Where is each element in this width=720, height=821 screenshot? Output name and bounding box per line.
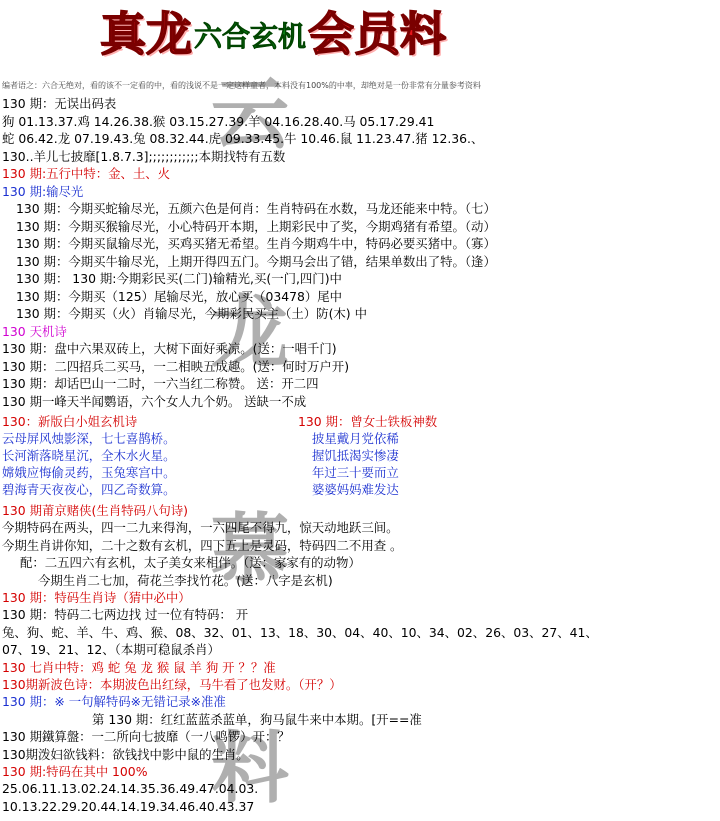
text-line: 蛇 06.42.龙 07.19.43.兔 08.32.44.虎 09.33.45.牛 10.46.鼠 11.23.47.猪 12.36.、 — [2, 131, 484, 146]
text-line: 今期生肖二七加，荷花兰李找竹花。(送：八字是玄机) — [38, 572, 333, 588]
text-line: 配：二五四六有玄机，太子美女来相伴。（送：家家有的动物） — [20, 555, 361, 571]
text-line: 130 期：※ 一句解特码※无错记录※准准 — [2, 694, 226, 710]
poem-left-title: 130：新版白小姐玄机诗 — [2, 414, 138, 429]
text-line: 今期特码在两头，四一二九来得洵，一六四尾不得九，惊天动地跃三间。 — [2, 520, 399, 536]
text-line: 130 天机诗 — [2, 323, 67, 339]
text-line: 130 期:输尽光 — [2, 183, 84, 199]
text-line: 130期新波色诗：本期波色出红绿，马牛看了也发财。（开？） — [2, 677, 342, 692]
text-line: 130 期莆京赌侠(生肖特码八句诗) — [2, 503, 188, 518]
disclaimer: 编者语之：六合无绝对，看的该不一定看的中，看的浅说不是一定这样童者，本料没有100%的中率，却绝对是一份非常有分量参考资料 — [2, 81, 481, 90]
text-line: 130 期：今期买牛输尽光，上期开得四五门。今期马会出了错，结果单数出了特。（逢） — [16, 253, 496, 269]
text-line: 130 期：无误出码表 — [2, 96, 117, 111]
title-part-1: 真龙 — [100, 7, 192, 61]
poem-right-line: 披星戴月党依稀 — [312, 431, 399, 446]
watermark-char: 云 — [210, 69, 289, 160]
text-line: 130 期：特码二七两边找 过一位有特码： 开 — [2, 607, 249, 623]
poem-right-line: 年过三十要而立 — [312, 465, 399, 480]
poem-left-line: 碧海青天夜夜心，四乙奇数算。 — [2, 482, 176, 497]
text-line: 130期泼妇欲钱料：欲钱找中影中鼠的生肖。 — [2, 746, 249, 762]
text-line: 25.06.11.13.02.24.14.35.36.49.47.04.03. — [2, 781, 259, 797]
poem-right-line: 婆婆妈妈难发达 — [312, 482, 399, 497]
text-line: 130 七肖中特：鸡 蛇 兔 龙 猴 鼠 羊 狗 开 ？？准 — [2, 659, 276, 675]
text-line: 130 期：今期买蛇输尽光，五颜六色是何肖：生肖特码在水数，马龙还能来中特。（七） — [16, 201, 496, 216]
text-line: 第 130 期：红红蓝蓝杀蓝单，狗马鼠牛来中本期。[开==准 — [92, 711, 422, 727]
poem-left-line: 长河渐落晓星沉，全木水火星。 — [2, 448, 176, 463]
text-line: 130 期：盘中六果双砖上，大树下面好乘凉。(送：一唱千门) — [2, 341, 337, 356]
text-line: 今期生肖讲你知，二十之数有玄机，四下五上是灵码，特码四二不用查 。 — [2, 537, 403, 553]
text-line: 130 期： 130 期:今期彩民买(二门)输精光,买(一门,四门)中 — [16, 271, 342, 286]
text-line: 130 期鐵算盤：一二所向七披靡（一八鸣锣）开：？ — [2, 729, 290, 745]
watermark-char: 料 — [210, 723, 289, 814]
text-line: 130 期:特码在其中 100% — [2, 764, 148, 779]
title-part-2: 六合玄机 — [194, 20, 307, 53]
text-line: 130 期：今期买（火）肖输尽光，今期彩民买主（土）防(木) 中 — [16, 306, 367, 321]
text-line: 10.13.22.29.20.44.14.19.34.46.40.43.37 — [2, 798, 255, 814]
text-line: 130 期:五行中特：金、土、火 — [2, 166, 171, 181]
title-part-3: 会员料 — [308, 7, 447, 61]
watermark-char: 慕 — [210, 505, 289, 596]
poem-right-line: 握饥抵渴实惨凄 — [312, 448, 399, 463]
text-line: 130 期：二四招兵二买马，一二相映五成趣。(送：何时万户开) — [2, 358, 350, 374]
watermark-char: 龙 — [210, 287, 289, 378]
text-line: 130 期：今期买猴输尽光，小心特码开本期，上期彩民中了奖，今期鸡猪有希望。（动） — [16, 218, 496, 234]
poem-left-line: 云母屏风烛影深，七七喜鹊桥。 — [2, 431, 176, 446]
text-line: 130 期：却话巴山一二时，一六当红二称赞。 送：开二四 — [2, 376, 319, 391]
text-line: 130 期一峰天半闻鹦语，六个女人九个奶。 送缺一不成 — [2, 393, 307, 409]
text-line: 130 期：今期买鼠输尽光，买鸡买猪无希望。生肖今期鸡牛中，特码必要买猪中。（寡） — [16, 236, 496, 251]
page-title — [100, 6, 446, 68]
text-line: 兔、狗、蛇、羊、牛、鸡、猴、08、32、01、13、18、30、04、40、10、34、02、26、03、27、41、 — [2, 624, 598, 640]
text-line: 130..羊儿七披靡[1.8.7.3];;;;;;;;;;;;本期找特有五数 — [2, 148, 286, 164]
text-line: 130 期：今期买（125）尾输尽光，放心买（03478）尾中 — [16, 288, 343, 304]
text-line: 07、19、21、12、（本期可稳鼠杀肖） — [2, 642, 220, 658]
text-line: 130 期：特码生肖诗（猜中必中） — [2, 590, 191, 605]
poem-left-line: 嫦娥应悔偷灵药，玉兔寒宫中。 — [2, 465, 176, 480]
poem-right-title: 130 期：曾女士铁板神数 — [298, 414, 438, 429]
text-line: 狗 01.13.37.鸡 14.26.38.猴 03.15.27.39.羊 04.16.28.40.马 05.17.29.41 — [2, 113, 435, 129]
